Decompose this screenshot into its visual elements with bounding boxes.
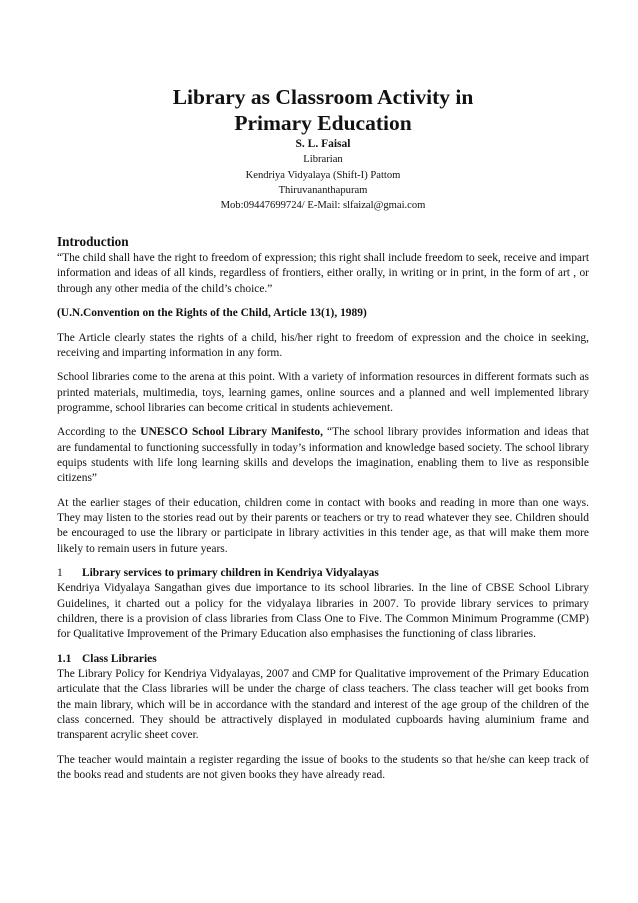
introduction-heading: Introduction [57,234,129,249]
intro-paragraph-4: At the earlier stages of their education, children come in contact with books and reading in more than one ways. They may listen to the stories read out by their parents or teachers or try to read whatever they see. Children should be encouraged to use the library or participate in library activities in this tender age, as that will make them more likely to remain users in future years. [57,496,589,555]
quote-source: (U.N.Convention on the Rights of the Child, Article 13(1), 1989) [57,307,367,320]
unesco-manifesto: UNESCO School Library Manifesto, [140,426,323,439]
section-1-number: 1 [57,567,63,580]
intro-quote: “The child shall have the right to freedom of expression; this right shall include freedom to seek, receive and impart information and ideas of all kinds, regardless of frontiers, either orally, in writing or in print, in the form of art , or through any other media of the child’s choice.” [57,252,589,295]
section-1-1-text-2: The teacher would maintain a register regarding the issue of books to the students so that he/she can keep track of the books read and students are not given books they have already read. [57,753,589,782]
section-1-1-heading [57,652,589,667]
title-line-1: Library as Classroom Activity in [172,85,474,109]
paper-body [57,233,589,793]
section-1-text: Kendriya Vidyalaya Sangathan gives due importance to its school libraries. In the line of CBSE School Library Guidelines, it charted out a policy for the vidyalaya libraries in 2007. To provide library services to primary children, there is a provision of class libraries from Class One to Five. The Common Minimum Programme (CMP) for Qualitative Improvement of the Primary Education also emphasises the functioning of class libraries. [57,582,589,641]
intro-paragraph-2: School libraries come to the arena at this point. With a variety of information resources in different formats such as printed materials, multimedia, toys, learning games, online sources and a planned and well implemented library programme, school libraries can become critical in students achievement. [57,371,589,414]
section-1-1-number: 1.1 [57,652,72,665]
section-1-1-text: The Library Policy for Kendriya Vidyalayas, 2007 and CMP for Qualitative improvement of the Primary Education articulate that the Class libraries will be under the charge of class teachers. The class teacher will get books from the main library, which will be in accordance with the standard and interest of the age group of the children of the class concerned. They should be attractively displayed in modulated cupboards having aluminium frame and transparent acrylic sheet cover. [57,668,589,742]
para3-prefix: According to the [57,426,141,439]
section-1-heading [57,566,589,581]
para3-rest: “The school library provides information and ideas that are fundamental to functioning successfully in today’s information and knowledge based society. The school library equips students with life long learning skills and develops the imagination, enabling them to live as responsible citizens” [57,426,589,485]
section-1-title: Library services to primary children in Kendriya Vidyalayas [82,567,379,580]
title-line-2: Primary Education [234,111,412,135]
intro-paragraph-3 [57,425,589,486]
author-role: Librarian [303,154,343,166]
author-contact: Mob:09447699724/ E-Mail: slfaizal@gmai.com [220,200,426,212]
author-city: Thiruvananthapuram [278,184,368,196]
section-1-1-title: Class Libraries [82,652,157,665]
author-name: S. L. Faisal [295,138,351,150]
paper-title [57,84,589,136]
author-institution: Kendriya Vidyalaya (Shift-I) Pattom [245,169,401,181]
intro-paragraph-1: The Article clearly states the rights of a child, his/her right to freedom of expression and the choice in seeking, receiving and imparting information in any form. [57,331,589,359]
author-block [57,137,589,213]
